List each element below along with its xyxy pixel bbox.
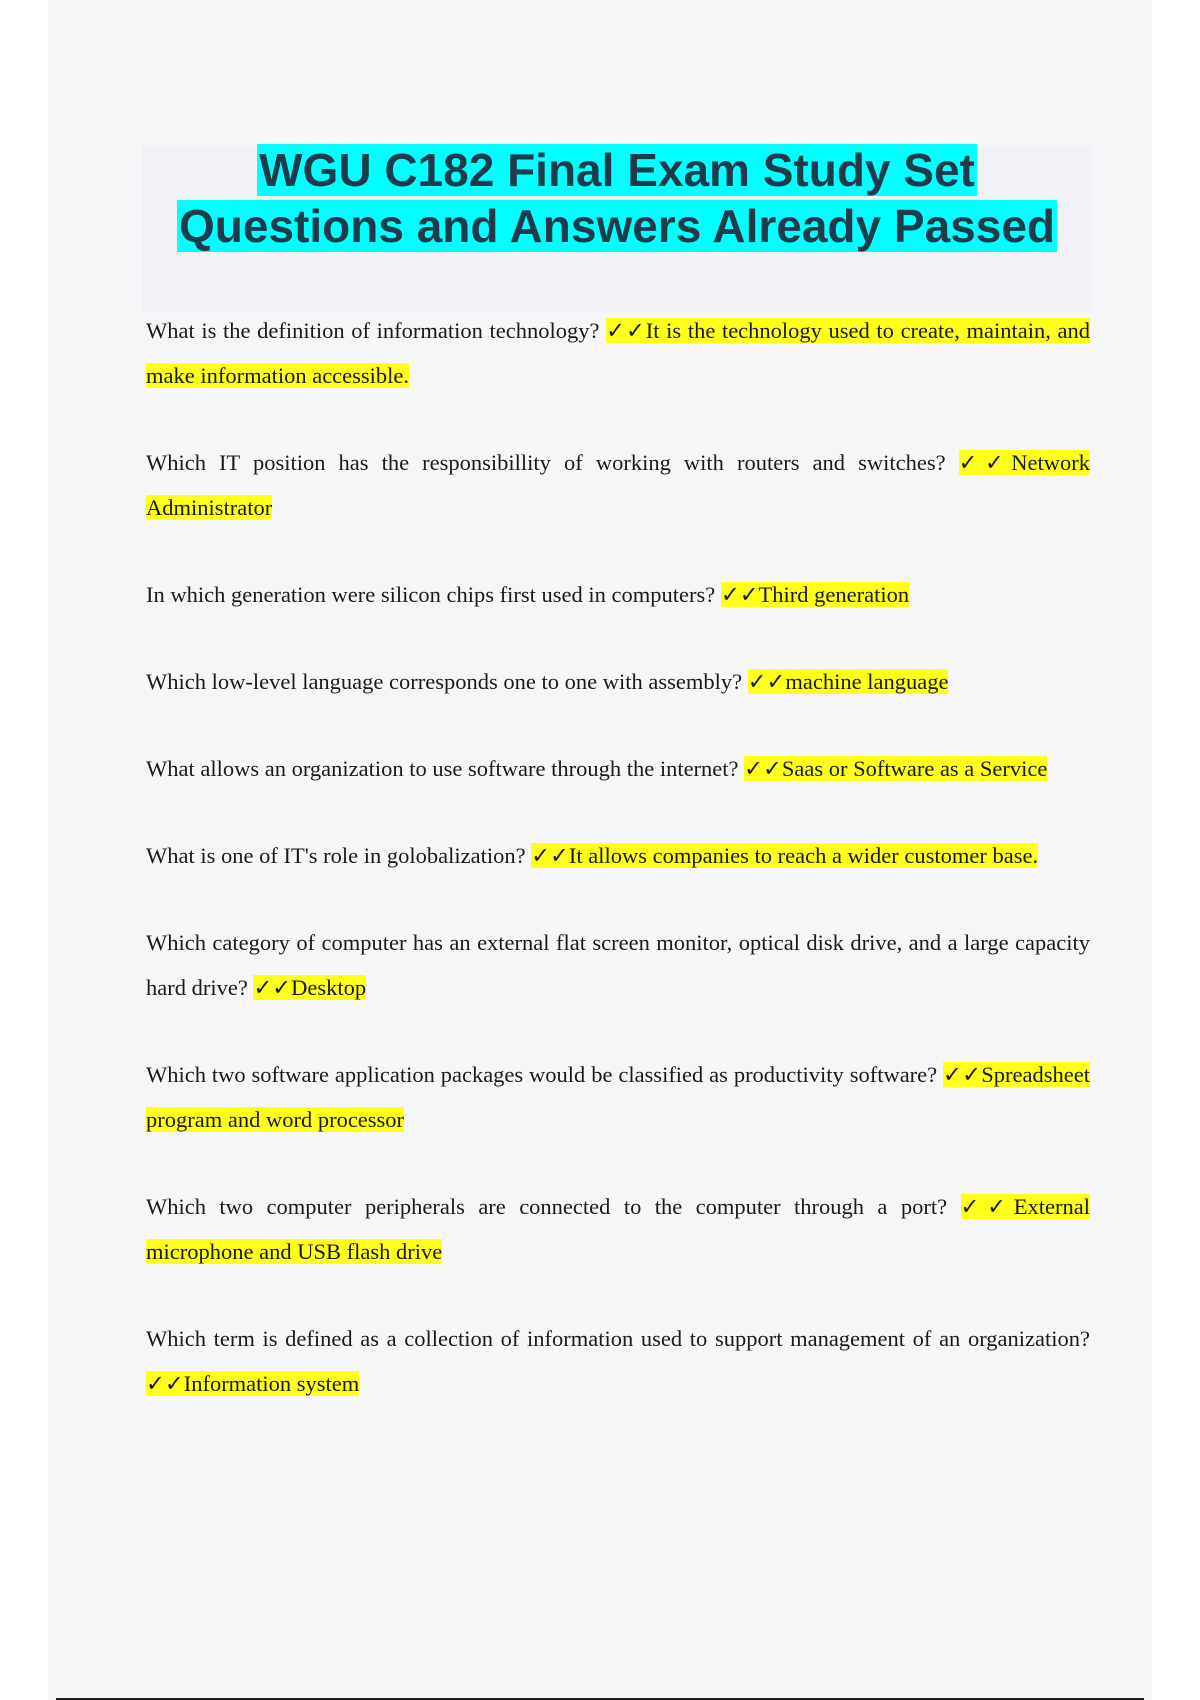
qa-item [146,440,1090,530]
question-text: What is one of IT's role in golobalization? [146,843,532,868]
answer-text: ✓✓External microphone and USB flash drive [146,1194,1091,1264]
answer-text: ✓✓Spreadsheet program and word processor [146,1062,1090,1132]
qa-item [146,920,1090,1010]
document-title [142,142,1092,254]
title-line-1: WGU C182 Final Exam Study Set [259,144,975,196]
answer-text: ✓✓It is the technology used to create, maintain, and make information accessible. [146,318,1090,388]
qa-item [146,308,1090,398]
qa-list [146,308,1090,1406]
qa-item [146,833,1090,878]
answer-text: ✓✓machine language [747,669,949,694]
question-text: Which low-level language corresponds one to one with assembly? [146,669,748,694]
question-text: Which two computer peripherals are connected to the computer through a port? [146,1194,961,1219]
answer-text: ✓✓Third generation [720,582,910,607]
answer-text: ✓✓It allows companies to reach a wider customer base. [531,843,1039,868]
qa-item [146,1316,1090,1406]
answer-text: ✓✓Information system [146,1371,360,1396]
qa-item [146,1052,1090,1142]
answer-text: ✓✓Network Administrator [146,450,1090,520]
qa-item [146,659,1090,704]
title-line-2: Questions and Answers Already Passed [178,200,1056,252]
question-text: Which two software application packages would be classified as productivity software? [146,1062,944,1087]
qa-item [146,1184,1090,1274]
question-text: Which IT position has the responsibillity of working with routers and switches? [146,450,959,475]
answer-text: ✓✓Saas or Software as a Service [744,756,1048,781]
qa-item [146,572,1090,617]
question-text: Which category of computer has an external flat screen monitor, optical disk drive, and a large capacity hard drive? [146,930,1090,1000]
qa-item [146,746,1090,791]
question-text: What allows an organization to use software through the internet? [146,756,745,781]
question-text: In which generation were silicon chips first used in computers? [146,582,721,607]
question-text: What is the definition of information technology? [146,318,607,343]
question-text: Which term is defined as a collection of information used to support management of an organization? [146,1326,1090,1351]
answer-text: ✓✓Desktop [253,975,367,1000]
